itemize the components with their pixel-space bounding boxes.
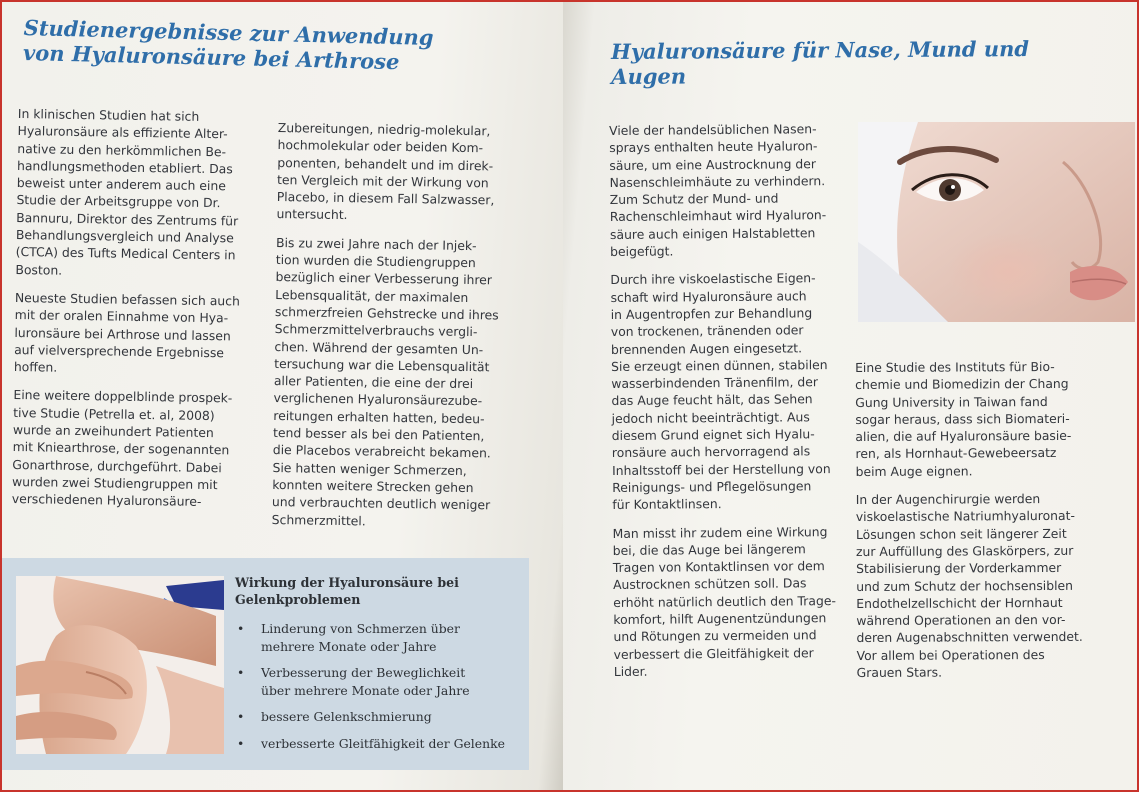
text-line: native zu den herkömmlichen Be-	[17, 140, 227, 159]
text-line: beim Auge eignen.	[855, 463, 973, 479]
heading-line: Studienergebnisse zur Anwendung	[23, 15, 434, 51]
text-line: für Kontaktlinsen.	[612, 496, 722, 513]
text-line: bei, die das Auge bei längerem	[612, 541, 806, 558]
text-line: tersuchung war die Lebensqualität	[274, 355, 490, 375]
text-line: untersucht.	[276, 206, 348, 223]
list-item	[235, 620, 520, 655]
text-line: reitungen erhalten hatten, bedeu-	[273, 407, 485, 427]
text-line: und zum Schutz der hochsensiblen	[856, 577, 1074, 594]
text-line: chen. Während der gesamten Un-	[274, 338, 484, 357]
text-line: Nasenschleimhäute zu verhindern.	[609, 173, 826, 190]
text-line: Linderung von Schmerzen über	[261, 621, 460, 636]
text-line: Bis zu zwei Jahre nach der Injek-	[275, 234, 477, 253]
text-line: wurden zwei Studiengruppen mit	[11, 473, 218, 493]
text-line: Inhaltsstoff bei der Herstellung von	[611, 460, 831, 478]
text-line: Schmerzmittel.	[271, 511, 366, 528]
text-line: Endothelzellschicht der Hornhaut	[856, 594, 1063, 611]
text-line: verbesserte Gleitfähigkeit der Gelenke	[261, 735, 505, 751]
text-line: mit Kniearthrose, der sogenannten	[12, 439, 230, 458]
text-line: bessere Gelenkschmierung	[261, 709, 432, 724]
text-line: Sie erzeugt einen dünnen, stabilen	[611, 356, 828, 374]
text-line: tend besser als bei den Patienten,	[272, 425, 485, 444]
effects-list	[235, 620, 520, 752]
text-line: konnten weitere Strecken gehen	[272, 476, 474, 496]
text-line: Grauen Stars.	[856, 664, 943, 681]
text-line: luronsäure bei Arthrose und lassen	[14, 324, 231, 343]
paragraph	[14, 289, 261, 379]
text-line: sogar heraus, dass sich Biomateri-	[855, 410, 1070, 427]
text-line: Schmerzmittelverbrauchs vergli-	[274, 321, 478, 340]
joint-effects-box	[2, 558, 529, 770]
text-line: tion wurden die Studiengruppen	[275, 252, 476, 271]
text-line: über mehrere Monate oder Jahre	[261, 682, 470, 698]
text-line: hoffen.	[13, 359, 58, 375]
text-line: die Placebos verabreicht bekamen.	[272, 442, 491, 461]
bullet: •	[237, 621, 245, 636]
list-item	[235, 664, 520, 699]
text-line: Wirkung der Hyaluronsäure bei	[235, 575, 459, 590]
text-line: (CTCA) des Tufts Medical Centers in	[15, 244, 236, 263]
list-item	[235, 708, 520, 726]
text-line: Gelenkproblemen	[235, 592, 361, 607]
paragraph	[15, 105, 264, 282]
text-line: beigefügt.	[610, 243, 674, 260]
text-line: ren, als Hornhaut-Gewebeersatz	[855, 445, 1057, 462]
text-line: in Augentropfen zur Behandlung	[610, 305, 813, 322]
text-line: mit der oralen Einnahme von Hya-	[14, 307, 229, 326]
text-line: ronsäure auch hervorragend als	[611, 443, 811, 461]
face-photo	[858, 122, 1135, 322]
left-column-2	[271, 119, 518, 543]
text-line: säure auch einigen Halstabletten	[609, 224, 816, 242]
text-line: Eine weitere doppelblinde prospek-	[13, 387, 233, 406]
text-line: verglichenen Hyaluronsäurezube-	[273, 390, 483, 409]
text-line: Gonarthrose, durchgeführt. Dabei	[12, 456, 222, 475]
text-line: Lider.	[613, 663, 648, 679]
paragraph	[856, 490, 1095, 682]
text-line: aller Patienten, die eine der drei	[273, 373, 474, 392]
right-column-1	[609, 120, 846, 691]
text-line: deren Augenabschnitten verwendet.	[856, 629, 1083, 646]
text-line: tive Studie (Petrella et. al, 2008)	[13, 404, 215, 423]
joint-effects-text	[235, 574, 520, 761]
left-page-heading	[23, 16, 454, 76]
text-line: ten Vergleich mit der Wirkung von	[276, 171, 489, 191]
right-page	[563, 2, 1137, 790]
text-line: verbessert die Gleitfähigkeit der	[613, 644, 814, 662]
text-line: Placebo, in diesem Fall Salzwasser,	[276, 189, 495, 208]
text-line: erhöht natürlich deutlich den Trage-	[613, 592, 836, 610]
text-line: Tragen von Kontaktlinsen vor dem	[612, 558, 825, 576]
text-line: Boston.	[15, 261, 63, 278]
text-line: ponenten, behandelt und im direk-	[277, 154, 494, 173]
text-line: alien, die auf Hyaluronsäure basie-	[855, 428, 1072, 445]
text-line: Lösungen schon seit längerer Zeit	[855, 525, 1067, 542]
text-line: wurde an zweihundert Patienten	[12, 422, 214, 441]
bullet: •	[237, 735, 245, 751]
text-line: Vor allem bei Operationen des	[856, 646, 1045, 663]
text-line: viskoelastische Natriumhyaluronat-	[855, 508, 1075, 525]
text-line: Zum Schutz der Mund- und	[609, 190, 779, 208]
paragraph	[12, 386, 260, 511]
knee-photo	[16, 576, 224, 754]
text-line: Durch ihre viskoelastische Eigen-	[610, 270, 816, 288]
text-line: Verbesserung der Beweglichkeit	[261, 665, 466, 680]
text-line: und Rötungen zu vermeiden und	[613, 627, 817, 645]
text-line: zur Auffüllung des Glaskörpers, zur	[855, 542, 1074, 559]
text-line: Lebensqualität, der maximalen	[275, 286, 469, 305]
text-line: Eine Studie des Instituts für Bio-	[855, 358, 1055, 375]
text-line: Austrocknen schützen soll. Das	[612, 575, 807, 593]
left-page	[2, 2, 563, 790]
paragraph	[610, 269, 844, 513]
text-line: säure, um eine Austrocknung der	[609, 155, 816, 173]
text-line: verschiedenen Hyaluronsäure-	[11, 491, 202, 510]
paragraph	[609, 120, 842, 260]
bullet: •	[237, 709, 245, 724]
text-line: sprays enthalten heute Hyaluron-	[609, 138, 818, 156]
text-line: Sie hatten weniger Schmerzen,	[272, 459, 467, 478]
text-line: von trockenen, tränenden oder	[610, 322, 804, 340]
text-line: Viele der handelsüblichen Nasen-	[609, 121, 817, 138]
text-line: schaft wird Hyaluronsäure auch	[610, 287, 807, 305]
text-line: Zubereitungen, niedrig-molekular,	[277, 119, 491, 139]
text-line: hochmolekular oder beiden Kom-	[277, 137, 484, 156]
heading-line: Hyaluronsäure für Nase, Mund und Augen	[610, 36, 1030, 89]
text-line: Hyaluronsäure als effiziente Alter-	[17, 123, 228, 142]
text-line: diesem Grund eignet sich Hyalu-	[611, 426, 815, 444]
text-line: Gung University in Taiwan fand	[855, 393, 1048, 410]
text-line: schmerzfreien Gehstrecke und ihres	[274, 303, 499, 323]
text-line: und verbrauchten deutlich weniger	[271, 494, 491, 513]
text-line: wasserbindenden Tränenfilm, der	[611, 374, 819, 392]
text-line: während Operationen an den vor-	[856, 612, 1066, 629]
text-line: beweist unter anderem auch eine	[16, 175, 227, 194]
text-line: In der Augenchirurgie werden	[855, 491, 1041, 508]
left-column-1	[12, 105, 264, 522]
text-line: Bannuru, Direktor des Zentrums für	[16, 209, 239, 229]
text-line: komfort, hilft Augenentzündungen	[613, 610, 827, 627]
text-line: Reinigungs- und Pflegelösungen	[612, 478, 812, 495]
text-line: jedoch nicht beeinträchtigt. Aus	[611, 409, 810, 426]
text-line: Neueste Studien befassen sich auch	[14, 289, 241, 309]
paragraph	[613, 522, 846, 680]
bullet: •	[237, 665, 245, 680]
text-line: Studie der Arbeitsgruppe von Dr.	[16, 192, 221, 211]
paragraph	[272, 234, 517, 532]
right-column-2	[855, 358, 1095, 693]
text-line: auf vielversprechende Ergebnisse	[14, 341, 225, 361]
text-line: brennenden Augen eingesetzt.	[610, 339, 803, 357]
text-line: Man misst ihr zudem eine Wirkung	[612, 523, 828, 541]
text-line: Rachenschleimhaut wird Hyaluron-	[609, 207, 827, 225]
text-line: das Auge feucht hält, das Sehen	[611, 391, 813, 409]
paragraph	[276, 119, 518, 227]
paragraph	[855, 358, 1094, 480]
text-line: In klinischen Studien hat sich	[17, 105, 200, 124]
text-line: chemie und Biomedizin der Chang	[855, 376, 1069, 393]
list-item	[235, 735, 520, 753]
right-page-heading	[611, 37, 1111, 90]
text-line: Behandlungsvergleich und Analyse	[15, 227, 234, 246]
text-line: Stabilisierung der Vorderkammer	[856, 560, 1062, 577]
text-line: mehrere Monate oder Jahre	[261, 638, 437, 654]
heading-line: von Hyaluronsäure bei Arthrose	[22, 39, 400, 74]
text-line: bezüglich einer Verbesserung ihrer	[275, 269, 493, 288]
box-title	[235, 574, 520, 608]
text-line: handlungsmethoden etabliert. Das	[16, 157, 233, 177]
